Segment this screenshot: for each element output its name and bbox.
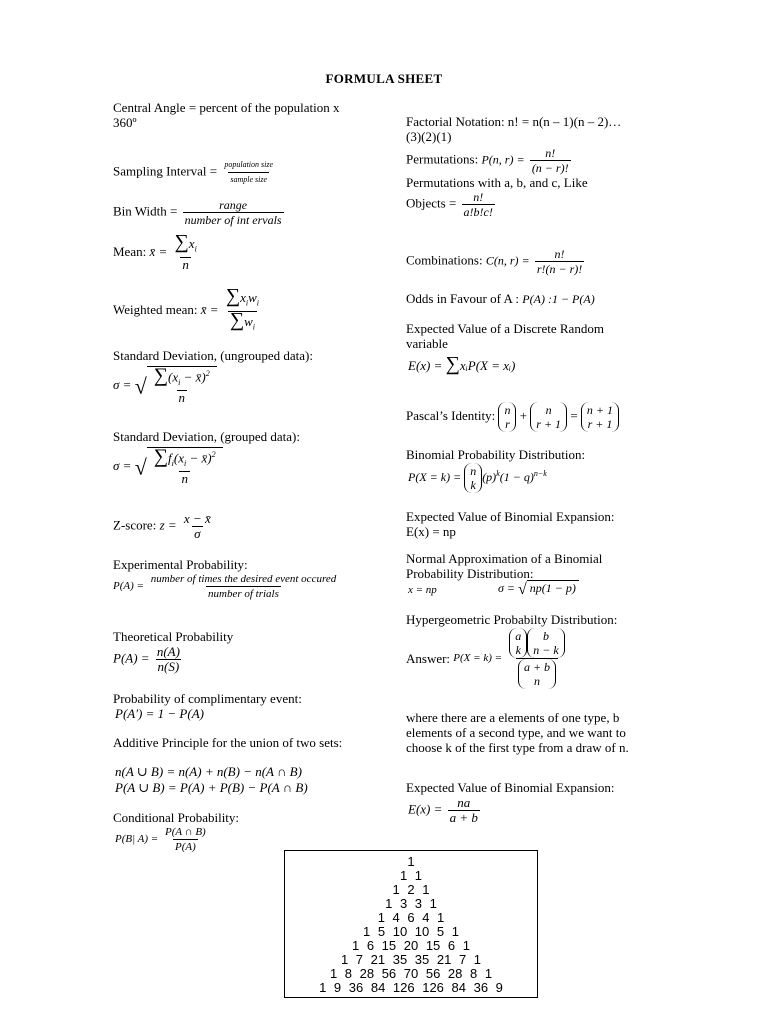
normal-approx-f2: σ = √ np(1 − p) <box>498 580 579 597</box>
pascal-row-4: 1 4 6 4 1 <box>377 910 445 925</box>
binomial-dist-label: Binomial Probability Distribution: <box>406 447 586 462</box>
theoretical <box>113 645 184 674</box>
sd-ungrouped-lhs: σ = <box>113 376 132 392</box>
bin-width-num: range <box>219 198 248 212</box>
weighted-mean: Weighted mean: x̄ = $\frac{\sum x_iw_i}{\sum w_i}$ <box>113 288 263 334</box>
theoretical-lhs: P(A) = <box>113 650 150 666</box>
pascal-row-6: 1 6 15 20 15 6 1 <box>352 938 470 953</box>
pascal-identity: Pascal’s Identity: n r + n r + 1 = n + 1 r + 1 <box>406 402 619 432</box>
expected-binomial-label: Expected Value of Binomial Expansion: <box>406 509 615 524</box>
pascal-row-3: 1 3 3 1 <box>385 896 437 911</box>
odds-label: Odds in Favour of A : <box>406 291 520 306</box>
expected-binomial2-den: a + b <box>449 810 478 825</box>
experimental <box>113 572 340 601</box>
permutations-lhs: P(n, r) = <box>481 152 525 167</box>
conditional-label: Conditional Probability: <box>113 810 240 825</box>
zscore <box>113 512 215 541</box>
bin-width-label: Bin Width = <box>113 203 178 219</box>
experimental-lhs: P(A) = <box>113 580 144 593</box>
normal-approx-label: Normal Approximation of a Binomial Probability Distribution: <box>406 551 603 581</box>
perm-like-num: n! <box>473 190 484 204</box>
sd-grouped-lhs: σ = <box>113 457 132 473</box>
experimental-label: Experimental Probability: <box>113 557 248 572</box>
additive-formula-2: P(A ∪ B) = P(A) + P(B) − P(A ∩ B) <box>115 780 308 795</box>
binomial-dist: P(X = k) = n k $(p)^k(1 - q)^{n-k}$ <box>408 464 547 492</box>
mean-label: Mean: <box>113 243 147 259</box>
pascal-row-9: 1 9 36 84 126 126 84 36 9 <box>319 980 503 995</box>
hypergeometric-lhs: P(X = k) = <box>453 652 503 664</box>
pascal-row-7: 1 7 21 35 35 21 7 1 <box>340 952 482 967</box>
sampling-num: population size <box>224 160 274 169</box>
combinations-label: Combinations: <box>406 252 483 268</box>
experimental-den: number of trials <box>208 588 279 600</box>
zscore-lhs: z = <box>159 517 177 533</box>
combinations-lhs: C(n, r) = <box>485 253 530 268</box>
hypergeometric-answer: Answer: <box>406 651 451 666</box>
factorial: Factorial Notation: n! = n(n – 1)(n – 2)… (3)(2)(1) <box>406 114 622 144</box>
perm-like-den: a!b!c! <box>463 205 493 219</box>
pascal-row-5: 1 5 10 10 5 1 <box>363 924 459 939</box>
hypergeometric: Answer: P(X = k) = a k b n − k a + b n <box>406 628 569 689</box>
hypergeometric-label: Hypergeometric Probabilty Distribution: <box>406 612 618 627</box>
sd-ungrouped-den: n <box>178 389 185 405</box>
zscore-label: Z-score: <box>113 517 157 533</box>
pascal-identity-label: Pascal’s Identity: <box>406 407 496 423</box>
normal-approx-f1: x = np <box>408 584 437 596</box>
perm-like-label2: Objects = <box>406 195 457 211</box>
complementary-label: Probability of complimentary event: <box>113 691 302 706</box>
conditional-num: P(A ∩ B) <box>164 826 206 838</box>
expected-binomial2-num: na <box>457 795 471 810</box>
expected-binomial2-label: Expected Value of Binomial Expansion: <box>406 780 615 795</box>
sd-grouped-den: n <box>181 470 188 486</box>
expected-binomial-formula: E(x) = np <box>406 524 456 539</box>
sampling-interval <box>113 158 277 187</box>
permutations <box>406 146 573 175</box>
weighted-mean-lhs: x̄ = <box>200 302 219 318</box>
sd-grouped: σ = √ $\frac{\sum f_i(x_i - x̄)^2}{n}$ <box>113 447 223 486</box>
combinations <box>406 247 586 276</box>
pascal-triangle-box <box>284 850 538 998</box>
sampling-den: sample size <box>228 172 269 187</box>
bin-width-den: number of int ervals <box>184 213 282 227</box>
bin-width <box>113 198 286 227</box>
expected-discrete: E(x) = ∑xᵢP(X = xᵢ) <box>408 353 516 375</box>
sd-grouped-label: Standard Deviation, (grouped data): <box>113 429 300 444</box>
central-angle: Central Angle = percent of the population x 360º <box>113 100 340 130</box>
pascal-row-2: 1 2 1 <box>392 882 430 897</box>
page-title: FORMULA SHEET <box>325 71 443 86</box>
normal-approx-sigma: σ = <box>498 581 519 595</box>
odds-formula: P(A) :1 − P(A) <box>522 292 595 306</box>
sd-ungrouped-label: Standard Deviation, (ungrouped data): <box>113 348 313 363</box>
conditional-den: P(A) <box>174 841 196 853</box>
expected-discrete-tail: xᵢP(X = xᵢ) <box>459 358 516 373</box>
odds <box>406 291 595 307</box>
mean-lhs: x̄ = <box>149 243 168 259</box>
permutations-den: (n − r)! <box>531 161 569 175</box>
complementary-formula: P(A′) = 1 − P(A) <box>115 706 204 721</box>
sd-ungrouped: σ = √ $\frac{\sum(x_i - x̄)^2}{n}$ <box>113 366 217 405</box>
perm-like-label: Permutations with a, b, and c, Like <box>406 175 588 190</box>
permutations-num: n! <box>545 146 556 160</box>
experimental-num: number of times the desired event occured <box>150 573 337 585</box>
mean-den: n <box>182 256 189 272</box>
perm-like <box>406 190 497 219</box>
sampling-interval-label: Sampling Interval = <box>113 163 218 179</box>
theoretical-den: n(S) <box>157 659 180 674</box>
conditional-lhs: P(B| A) = <box>115 833 159 846</box>
expected-discrete-label: Expected Value of a Discrete Random variable <box>406 321 604 351</box>
conditional <box>115 825 210 854</box>
weighted-mean-label: Weighted mean: <box>113 302 198 318</box>
binomial-dist-lhs: P(X = k) = <box>408 469 462 484</box>
expected-binomial2-lhs: E(x) = <box>408 801 443 817</box>
theoretical-num: n(A) <box>156 644 180 659</box>
additive-formula-1: n(A ∪ B) = n(A) + n(B) − n(A ∩ B) <box>115 764 302 779</box>
permutations-label: Permutations: <box>406 151 479 167</box>
combinations-den: r!(n − r)! <box>536 262 583 276</box>
theoretical-label: Theoretical Probability <box>113 629 234 644</box>
expected-discrete-formula: E(x) = <box>408 358 446 373</box>
where-text: where there are a elements of one type, b elements of a second type, and we want to choose k of the first type from a draw of n. <box>406 710 629 755</box>
combinations-num: n! <box>554 247 565 261</box>
expected-binomial2 <box>408 796 482 825</box>
pascal-row-0: 1 <box>407 854 415 869</box>
pascal-row-8: 1 8 28 56 70 56 28 8 1 <box>329 966 493 981</box>
mean: Mean: x̄ = $\frac{\sum x_i}{n}$ <box>113 231 197 272</box>
zscore-num: x − x̄ <box>183 511 211 526</box>
pascal-row-1: 1 1 <box>399 868 423 883</box>
zscore-den: σ <box>194 526 201 541</box>
additive-label: Additive Principle for the union of two sets: <box>113 735 343 750</box>
